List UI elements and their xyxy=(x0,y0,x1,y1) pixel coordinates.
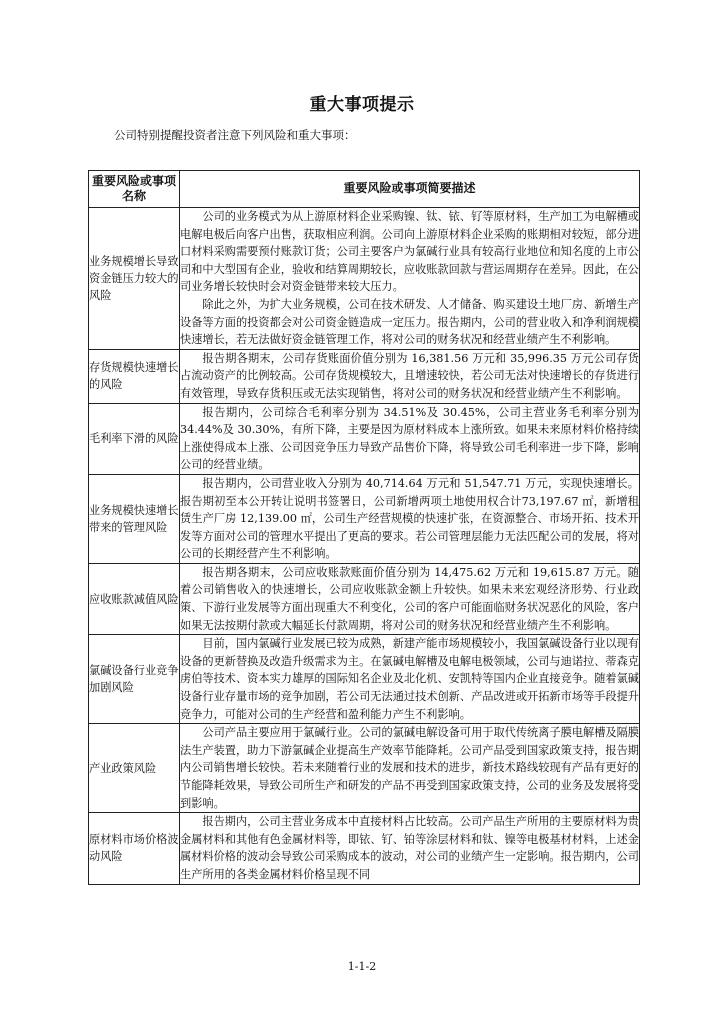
page-title: 重大事项提示 xyxy=(309,95,415,115)
table-row xyxy=(89,563,640,634)
risk-description-cell xyxy=(180,208,640,350)
table-body xyxy=(89,208,640,885)
table-row xyxy=(89,474,640,563)
risk-description-cell xyxy=(180,563,640,634)
description-paragraph: 报告期各期末，公司存货账面价值分别为 16,381.56 万元和 35,996.35 万元公司存货占流动资产的比例较高。公司存货规模较大，且增速较快，若公司无法对快速增长的存货进行有效管理，导致存货积压或无法实现销售，将对公司的财务状况和经营业绩产生不利影响。 xyxy=(180,351,639,400)
description-paragraph: 除此之外，为扩大业务规模，公司在技术研发、人才储备、购买建设土地厂房、新增生产设备等方面的投资都会对公司资金链造成一定压力。报告期内，公司的营业收入和净利润规模快速增长，若无法做好资金链管理工作，将对公司的财务状况和经营业绩产生不利影响。 xyxy=(180,297,639,347)
risk-description-cell xyxy=(180,474,640,563)
intro-text: 公司特别提醒投资者注意下列风险和重大事项： xyxy=(114,128,356,142)
description-paragraph: 报告期内，公司主营业务成本中直接材料占比较高。公司产品生产所用的主要原材料为贵金属材料和其他有色金属材料等，即铱、钌、铂等涂层材料和钛、镍等电极基材材料，上述金属材料价格的波动会导致公司采购成本的波动，对公司的业绩产生一定影响。报告期内，公司生产所用的各类金属材料价格呈现不同 xyxy=(180,815,639,881)
table-row xyxy=(89,813,640,884)
header-risk-name: 重要风险或事项名称 xyxy=(89,171,180,208)
risk-description-cell xyxy=(180,635,640,724)
table-row xyxy=(89,635,640,724)
risk-description-cell xyxy=(180,403,640,474)
risk-name-cell: 原材料市场价格波动风险 xyxy=(89,813,180,884)
table-row xyxy=(89,208,640,350)
risk-description-cell xyxy=(180,813,640,884)
table-row xyxy=(89,724,640,813)
header-risk-description: 重要风险或事项简要描述 xyxy=(180,171,640,208)
risk-table xyxy=(88,170,640,885)
page-number: 1-1-2 xyxy=(347,960,377,973)
description-paragraph: 公司产品主要应用于氯碱行业。公司的氯碱电解设备可用于取代传统离子膜电解槽及隔膜法生产装置，助力下游氯碱企业提高生产效率节能降耗。公司产品受到国家政策支持，报告期内公司销售增长较快。若未来随着行业的发展和技术的进步，新技术路线较现有产品有更好的节能降耗效果，导致公司所生产和研发的产品不再受到国家政策支持，公司的业务及发展将受到影响。 xyxy=(180,726,639,810)
description-paragraph: 报告期内，公司综合毛利率分别为 34.51%及 30.45%，公司主营业务毛利率分别为 34.44%及 30.30%，有所下降，主要是因为原材料成本上涨所致。如果未来原材料价格持续上涨使得成本上涨、公司因竞争压力导致产品售价下降，将导致公司毛利率进一步下降，影响公司的经营业绩。 xyxy=(180,405,639,472)
table-row xyxy=(89,403,640,474)
risk-description-cell xyxy=(180,724,640,813)
description-paragraph: 目前，国内氯碱行业发展已较为成熟，新建产能市场规模较小，我国氯碱设备行业以现有设备的更新替换及改造升级需求为主。在氯碱电解槽及电解电极领域，公司与迪诺拉、蒂森克虏伯等技术、资本实力雄厚的国际知名企业及北化机、安凯特等国内企业直接竞争。随着氯碱设备行业存量市场的竞争加剧，若公司无法通过技术创新、产品改进或开拓新市场等手段提升竞争力，可能对公司的生产经营和盈利能力产生不利影响。 xyxy=(180,637,639,721)
risk-name-cell: 存货规模快速增长的风险 xyxy=(89,349,180,403)
description-paragraph: 报告期各期末，公司应收账款账面价值分别为 14,475.62 万元和 19,615.87 万元。随着公司销售收入的快速增长，公司应收账款金额上升较快。如果未来宏观经济形势、行业政策、下游行业发展等方面出现重大不利变化，公司的客户可能面临财务状况恶化的风险，客户如果无法按期付款或大幅延长付款周期，将对公司的财务状况和经营业绩产生不利影响。 xyxy=(180,565,639,632)
description-paragraph: 公司的业务模式为从上游原材料企业采购镍、钛、铱、钌等原材料，生产加工为电解槽或电解电极后向客户出售，获取相应利润。公司向上游原材料企业采购的账期相对较短，部分进口材料采购需要预付账款订货；公司主要客户为氯碱行业具有较高行业地位和知名度的上市公司和中大型国有企业，验收和结算周期较长，应收账款回款与营运周期存在差异。因此，在公司业务增长较快时会对资金链带来较大压力。 xyxy=(180,210,639,294)
risk-name-cell: 业务规模快速增长带来的管理风险 xyxy=(89,474,180,563)
risk-name-cell: 应收账款减值风险 xyxy=(89,563,180,634)
table-header-row xyxy=(89,171,640,208)
risk-name-cell: 业务规模增长导致资金链压力较大的风险 xyxy=(89,208,180,350)
risk-name-cell: 产业政策风险 xyxy=(89,724,180,813)
risk-description-cell xyxy=(180,349,640,403)
risk-name-cell: 氯碱设备行业竞争加剧风险 xyxy=(89,635,180,724)
risk-name-cell: 毛利率下滑的风险 xyxy=(89,403,180,474)
table-row xyxy=(89,349,640,403)
description-paragraph: 报告期内，公司营业收入分别为 40,714.64 万元和 51,547.71 万元，实现快速增长。报告期初至本公开转让说明书签署日，公司新增两项土地使用权合计73,197.67 ㎡，新增租赁生产厂房 12,139.00 ㎡，公司生产经营规模的快速扩张，在资源整合、市场开拓、技术开发等方面对公司的管理水平提出了更高的要求。若公司管理层能力无法匹配公司的发展，将对公司的长期经营产生不利影响。 xyxy=(180,476,639,561)
